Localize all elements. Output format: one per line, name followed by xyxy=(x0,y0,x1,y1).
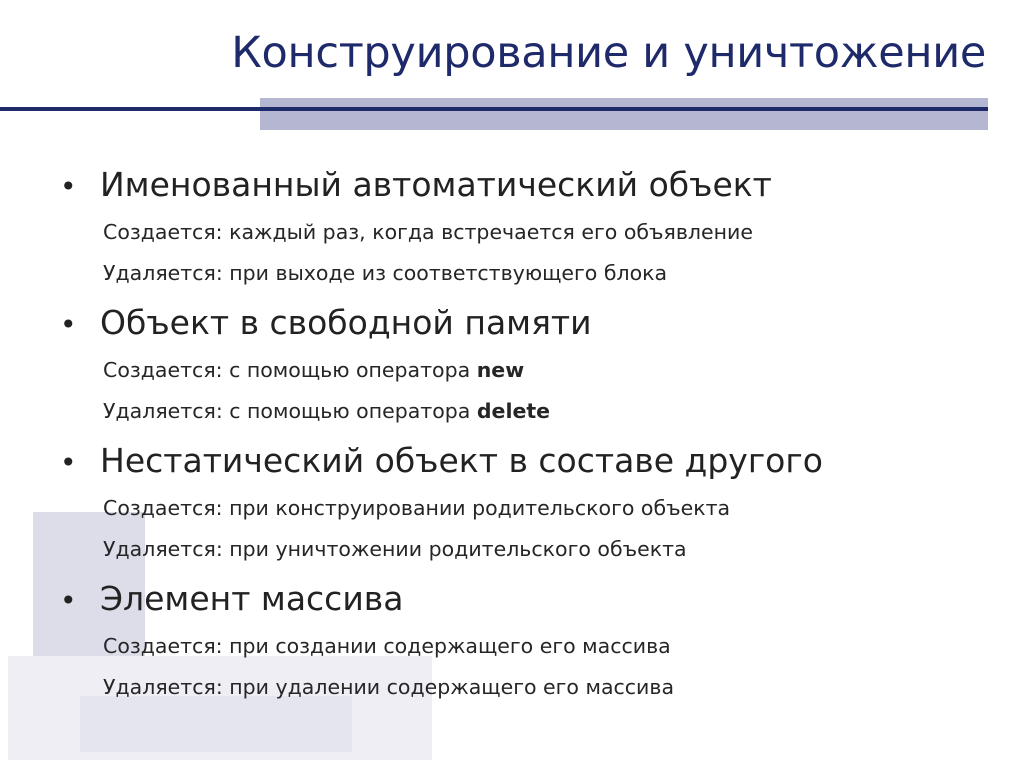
title-underline-dark xyxy=(0,107,988,111)
operator-keyword: delete xyxy=(476,399,551,423)
bullet-icon: • xyxy=(60,308,77,341)
deleted-text: Удаляется: с помощью оператора xyxy=(103,399,471,423)
slide-title: Конструирование и уничтожение xyxy=(231,28,986,78)
bullet-icon: • xyxy=(60,584,77,617)
item-heading: Именованный автоматический объект xyxy=(100,165,772,204)
bullet-list xyxy=(60,160,1000,708)
item-heading: Нестатический объект в составе другого xyxy=(100,441,823,480)
title-underline-light xyxy=(260,98,988,130)
item-heading: Элемент массива xyxy=(100,579,404,618)
deleted-line: Удаляется: при выходе из соответствующего блока xyxy=(103,261,668,285)
deleted-line: Удаляется: при уничтожении родительского объекта xyxy=(103,537,687,561)
bullet-icon: • xyxy=(60,170,77,203)
bullet-icon: • xyxy=(60,446,77,479)
created-text: Создается: с помощью оператора xyxy=(103,358,471,382)
list-item xyxy=(60,436,1000,570)
list-item xyxy=(60,160,1000,294)
created-line: Создается: при конструировании родительского объекта xyxy=(103,496,731,520)
list-item xyxy=(60,298,1000,432)
created-line: Создается: при создании содержащего его массива xyxy=(103,634,671,658)
list-item xyxy=(60,574,1000,708)
created-line: Создается: каждый раз, когда встречается его объявление xyxy=(103,220,753,244)
item-heading: Объект в свободной памяти xyxy=(100,303,592,342)
deleted-line xyxy=(60,391,1000,432)
operator-keyword: new xyxy=(476,358,525,382)
created-line xyxy=(60,350,1000,391)
deleted-line: Удаляется: при удалении содержащего его массива xyxy=(103,675,675,699)
